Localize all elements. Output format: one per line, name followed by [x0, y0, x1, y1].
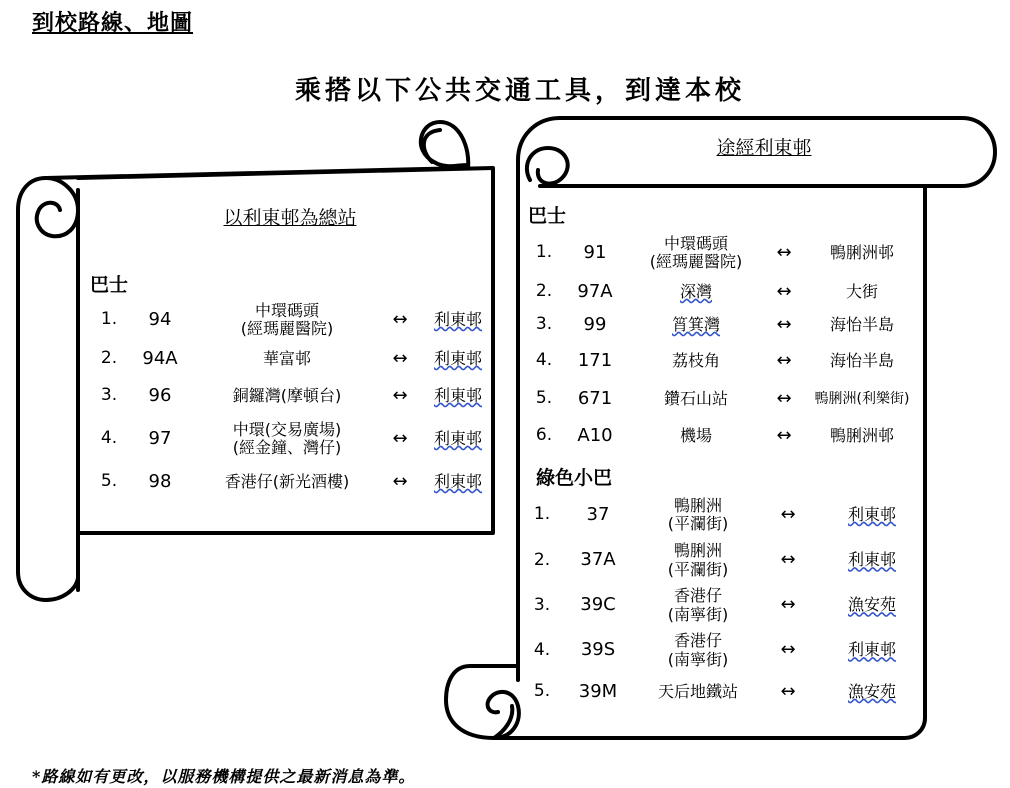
- destination-stop: 鴨脷洲(利樂街): [814, 390, 910, 407]
- origin-stop: 鴨脷洲 (平瀾街): [667, 495, 729, 533]
- bidirectional-arrow-icon: ↔: [780, 594, 796, 616]
- route-number: 94A: [142, 347, 178, 369]
- bidirectional-arrow-icon: ↔: [392, 308, 408, 330]
- bidirectional-arrow-icon: ↔: [776, 280, 792, 302]
- row-number: 1.: [100, 309, 118, 330]
- table-row: [526, 342, 920, 380]
- right-bus-section-label: 巴士: [528, 205, 567, 227]
- bidirectional-arrow-icon: ↔: [392, 347, 408, 369]
- table-row: [526, 418, 920, 454]
- bidirectional-arrow-icon: ↔: [392, 384, 408, 406]
- table-row: [90, 462, 498, 502]
- destination-stop: 利東邨: [433, 385, 482, 405]
- origin-stop: 中環碼頭 (經瑪麗醫院): [240, 300, 334, 338]
- origin-stop: 鑽石山站: [663, 388, 728, 408]
- destination-stop: 利東邨: [433, 309, 482, 329]
- right-scroll-title: 途經利東邨: [716, 137, 812, 159]
- bidirectional-arrow-icon: ↔: [780, 639, 796, 661]
- route-number: 98: [148, 470, 172, 492]
- origin-stop: 銅鑼灣(摩頓台): [232, 385, 342, 405]
- origin-stop: 中環(交易廣場) (經金鐘、灣仔): [232, 419, 342, 457]
- page-heading: 到校路線、地圖: [32, 10, 194, 36]
- destination-stop: 利東邨: [433, 428, 482, 448]
- route-number: 96: [148, 384, 172, 406]
- row-number: 3.: [535, 314, 553, 335]
- route-number: 99: [583, 313, 607, 335]
- bidirectional-arrow-icon: ↔: [776, 241, 792, 263]
- table-row: [524, 583, 928, 628]
- bidirectional-arrow-icon: ↔: [776, 387, 792, 409]
- left-bus-table: [90, 298, 498, 502]
- row-number: 5.: [535, 388, 553, 409]
- destination-stop: 利東邨: [847, 550, 896, 570]
- bidirectional-arrow-icon: ↔: [776, 313, 792, 335]
- row-number: 1.: [533, 504, 551, 525]
- route-number: 39S: [580, 639, 616, 661]
- row-number: 5.: [533, 681, 551, 702]
- table-row: [90, 376, 498, 416]
- destination-stop: 鴨脷洲邨: [829, 242, 894, 262]
- table-row: [524, 673, 928, 711]
- row-number: 2.: [100, 348, 118, 369]
- route-number: 39C: [580, 594, 616, 616]
- row-number: 3.: [533, 594, 551, 615]
- right-minibus-table: [524, 492, 928, 711]
- row-number: 6.: [535, 425, 553, 446]
- route-number: A10: [577, 424, 613, 446]
- table-row: [524, 538, 928, 583]
- bidirectional-arrow-icon: ↔: [780, 549, 796, 571]
- origin-stop: 香港仔(新光酒樓): [224, 471, 350, 491]
- table-row: [526, 380, 920, 418]
- table-row: [524, 492, 928, 538]
- row-number: 4.: [100, 428, 118, 449]
- row-number: 2.: [533, 549, 551, 570]
- origin-stop: 荔枝角: [671, 350, 720, 370]
- destination-stop: 利東邨: [847, 504, 896, 524]
- destination-stop: 利東邨: [433, 348, 482, 368]
- destination-stop: 漁安苑: [847, 595, 896, 615]
- origin-stop: 鴨脷洲 (平瀾街): [667, 541, 729, 579]
- route-number: 39M: [578, 680, 618, 702]
- route-number: 94: [148, 308, 172, 330]
- table-row: [90, 342, 498, 376]
- row-number: 2.: [535, 281, 553, 302]
- right-minibus-section-label: 綠色小巴: [536, 467, 613, 489]
- route-number: 97: [148, 427, 172, 449]
- right-bus-table: [526, 230, 920, 454]
- origin-stop: 香港仔 (南寧街): [667, 631, 729, 669]
- origin-stop: 中環碼頭 (經瑪麗醫院): [649, 233, 743, 271]
- destination-stop: 鴨脷洲邨: [829, 425, 894, 445]
- route-number: 37A: [580, 549, 616, 571]
- destination-stop: 海怡半島: [829, 314, 894, 334]
- row-number: 5.: [100, 471, 118, 492]
- destination-stop: 大街: [845, 281, 878, 301]
- table-row: [526, 276, 920, 308]
- table-row: [90, 416, 498, 462]
- origin-stop: 天后地鐵站: [657, 681, 738, 701]
- destination-stop: 海怡半島: [829, 350, 894, 370]
- table-row: [524, 628, 928, 673]
- bidirectional-arrow-icon: ↔: [392, 427, 408, 449]
- bidirectional-arrow-icon: ↔: [780, 503, 796, 525]
- table-row: [526, 230, 920, 276]
- bidirectional-arrow-icon: ↔: [776, 424, 792, 446]
- route-number: 171: [577, 349, 613, 371]
- destination-stop: 利東邨: [433, 471, 482, 491]
- bidirectional-arrow-icon: ↔: [780, 680, 796, 702]
- footnote: *路線如有更改，以服務機構提供之最新消息為準。: [32, 767, 416, 786]
- destination-stop: 漁安苑: [847, 681, 896, 701]
- origin-stop: 深灣: [679, 281, 712, 301]
- bidirectional-arrow-icon: ↔: [392, 470, 408, 492]
- row-number: 4.: [535, 350, 553, 371]
- table-row: [526, 308, 920, 342]
- row-number: 4.: [533, 639, 551, 660]
- origin-stop: 華富邨: [262, 348, 311, 368]
- row-number: 1.: [535, 242, 553, 263]
- left-scroll-title: 以利東邨為總站: [223, 207, 357, 229]
- main-title: 乘搭以下公共交通工具，到達本校: [294, 76, 745, 106]
- origin-stop: 機場: [679, 425, 712, 445]
- route-number: 97A: [577, 280, 613, 302]
- table-row: [90, 298, 498, 342]
- route-number: 37: [586, 503, 610, 525]
- route-number: 91: [583, 241, 607, 263]
- origin-stop: 香港仔 (南寧街): [667, 586, 729, 624]
- origin-stop: 筲箕灣: [671, 314, 720, 334]
- route-number: 671: [577, 387, 613, 409]
- destination-stop: 利東邨: [847, 640, 896, 660]
- bidirectional-arrow-icon: ↔: [776, 349, 792, 371]
- left-bus-section-label: 巴士: [90, 274, 129, 296]
- row-number: 3.: [100, 385, 118, 406]
